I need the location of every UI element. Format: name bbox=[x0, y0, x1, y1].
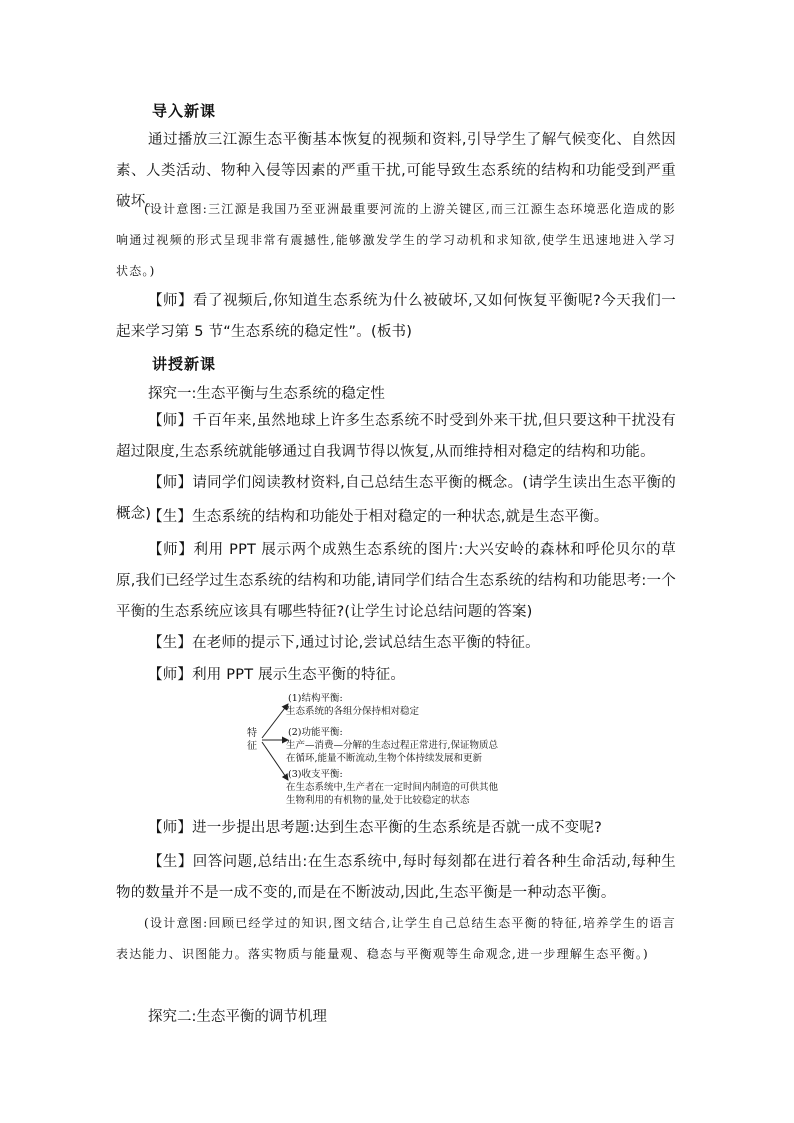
paragraph-teacher-2: 【师】请同学们阅读教材资料,自己总结生态平衡的概念。(请学生读出生态平衡的概念) bbox=[116, 475, 676, 522]
branch-budget-text-2: 生物利用的有机物的量,处于比较稳定的状态 bbox=[286, 795, 470, 806]
paragraph-intro: 通过播放三江源生态平衡基本恢复的视频和资料,引导学生了解气候变化、自然因素、人类活动、物种入侵等因素的严重干扰,可能导致生态系统的结构和功能受到严重破坏。 bbox=[116, 132, 676, 210]
branch-budget-title: (3)收支平衡: bbox=[288, 769, 343, 780]
diagram-root-char-1: 特 bbox=[247, 728, 257, 739]
branch-function-text-1: 生产—消费—分解的生态过程正常进行,保证物质总 bbox=[286, 740, 499, 751]
explore-heading-2: 探究二:生态平衡的调节机理 bbox=[148, 1009, 327, 1025]
balance-features-diagram bbox=[244, 692, 554, 808]
paragraph-teacher-4: 【师】利用 PPT 展示生态平衡的特征。 bbox=[148, 667, 406, 683]
paragraph-teacher-1: 【师】千百年来,虽然地球上许多生态系统不时受到外来干扰,但只要这种干扰没有超过限度,生态系统就能够通过自我调节得以恢复,从而维持相对稳定的结构和功能。 bbox=[116, 413, 676, 460]
paragraph-teacher-5: 【师】进一步提出思考题:达到生态平衡的生态系统是否就一成不变呢? bbox=[148, 820, 602, 836]
section-heading-lecture: 讲授新课 bbox=[152, 355, 217, 373]
paragraph-student-1: 【生】生态系统的结构和功能处于相对稳定的一种状态,就是生态平衡。 bbox=[148, 509, 609, 525]
branch-budget-text-1: 在生态系统中,生产者在一定时间内制造的可供其他 bbox=[286, 782, 499, 793]
paragraph-teacher-question: 【师】看了视频后,你知道生态系统为什么被破坏,又如何恢复平衡呢?今天我们一起来学习第 5 节“生态系统的稳定性”。(板书) bbox=[116, 293, 676, 340]
section-heading-intro: 导入新课 bbox=[152, 102, 217, 120]
design-intent-note-2: (设计意图:回顾已经学过的知识,图文结合,让学生自己总结生态平衡的特征,培养学生的语言表达能力、识图能力。落实物质与能量观、稳态与平衡观等生命观念,进一步理解生态平衡。) bbox=[116, 916, 676, 961]
explore-heading-1: 探究一:生态平衡与生态系统的稳定性 bbox=[148, 386, 385, 402]
arrow-structure bbox=[262, 704, 288, 738]
branch-structure-text: 生态系统的各组分保持相对稳定 bbox=[286, 706, 420, 717]
design-intent-note-1: (设计意图:三江源是我国乃至亚洲最重要河流的上游关键区,而三江源生态环境恶化造成的影响通过视频的形式呈现非常有震撼性,能够激发学生的学习动机和求知欲,使学生迅速地进入学习状态。) bbox=[116, 202, 676, 278]
branch-function-text-2: 在循环,能量不断流动,生物个体持续发展和更新 bbox=[286, 753, 483, 764]
paragraph-student-3: 【生】回答问题,总结出:在生态系统中,每时每刻都在进行着各种生命活动,每种生物的数量并不是一成不变的,而是在不断波动,因此,生态平衡是一种动态平衡。 bbox=[116, 854, 676, 901]
paragraph-student-2: 【生】在老师的提示下,通过讨论,尝试总结生态平衡的特征。 bbox=[148, 635, 540, 651]
branch-function-title: (2)功能平衡: bbox=[288, 727, 343, 738]
diagram-root-char-2: 征 bbox=[247, 741, 257, 752]
arrow-budget bbox=[262, 742, 288, 780]
branch-structure-title: (1)结构平衡: bbox=[288, 693, 343, 704]
paragraph-teacher-3: 【师】利用 PPT 展示两个成熟生态系统的图片:大兴安岭的森林和呼伦贝尔的草原,我们已经学过生态系统的结构和功能,请同学们结合生态系统的结构和功能思考:一个平衡的生态系统应该具有哪些特征?(让学生讨论总结问题的答案) bbox=[116, 542, 676, 620]
